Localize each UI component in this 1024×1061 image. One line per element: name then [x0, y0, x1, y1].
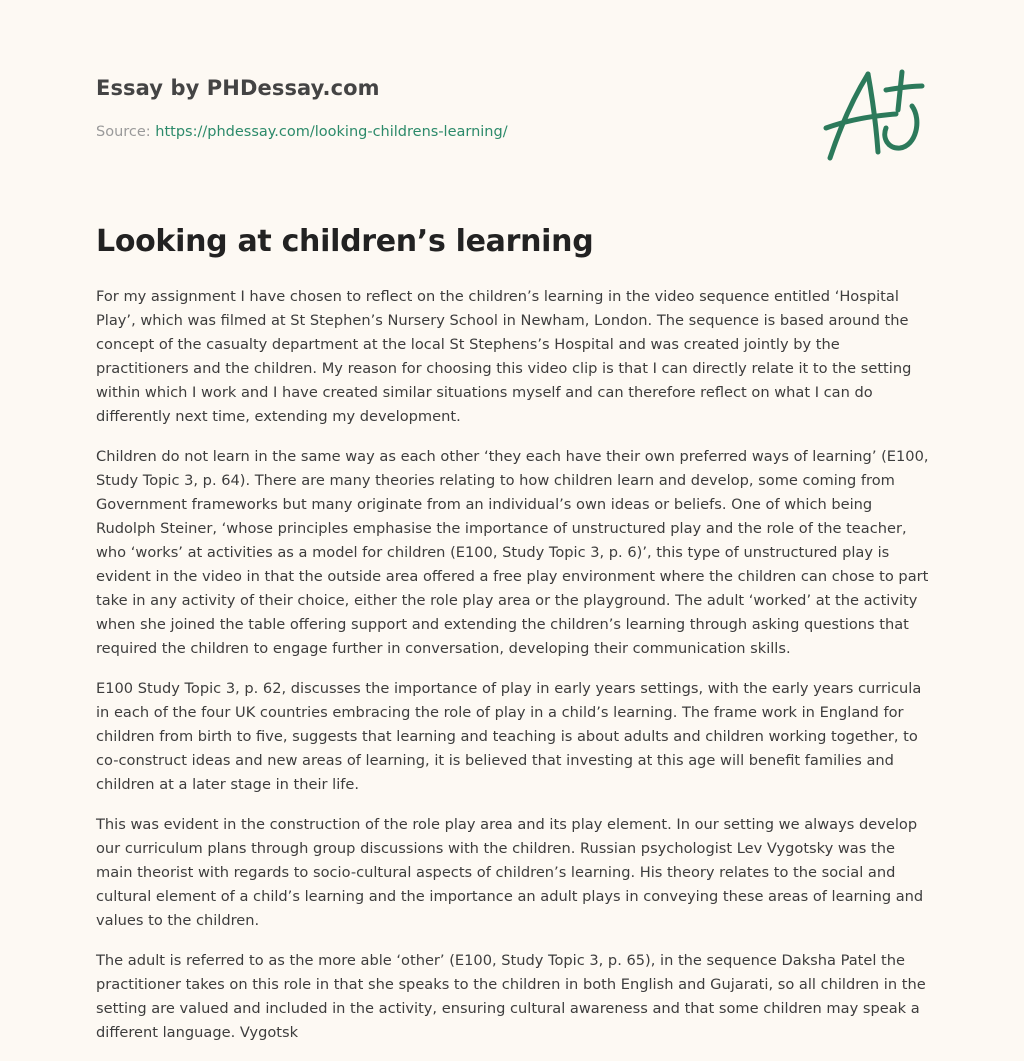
essay-paragraph: This was evident in the construction of the role play area and its play element. In our setting we always develop our curriculum plans through group discussions with the children. Russian psychologist Lev Vygotsky was the main theorist with regards to socio-cultural aspects of children’s learning. His theory relates to the social and cultural element of a child’s learning and the importance an adult plays in conveying these areas of learning and values to the children.: [96, 816, 924, 929]
essay-paragraph: Children do not learn in the same way as each other ‘they each have their own preferred ways of learning’ (E100, Study Topic 3, p. 64). There are many theories relating to how children learn and develop, some coming from Government frameworks but many originate from an individual’s own ideas or beliefs. One of which being Rudolph Steiner, ‘whose principles emphasise the importance of unstructured play and the role of the teacher, who ‘works’ at activities as a model for children (E100, Study Topic 3, p. 6)’, this type of unstructured play is evident in the video in that the outside area offered a free play environment where the children can chose to part take in any activity of their choice, either the role play area or the playground. The adult ‘worked’ at the activity when she joined the table offering support and extending the children’s learning through asking questions that required the children to engage further in conversation, developing their communication skills.: [96, 448, 929, 657]
source-link[interactable]: https://phdessay.com/looking-childrens-learning/: [155, 124, 508, 140]
essay-body: [96, 285, 936, 1061]
a-plus-logo-icon: [818, 66, 930, 166]
essay-paragraph: For my assignment I have chosen to reflect on the children’s learning in the video sequence entitled ‘Hospital Play’, which was filmed at St Stephen’s Nursery School in Newham, London. The sequence is based around the concept of the casualty department at the local St Stephens’s Hospital and was created jointly by the practitioners and the children. My reason for choosing this video clip is that I can directly relate it to the setting within which I work and I have created similar situations myself and can therefore reflect on what I can do differently next time, extending my development.: [96, 288, 912, 425]
source-label: Source:: [96, 124, 156, 140]
essay-paragraph: E100 Study Topic 3, p. 62, discusses the importance of play in early years settings, with the early years curricula in each of the four UK countries embracing the role of play in a child’s learning. The frame work in England for children from birth to five, suggests that learning and teaching is about adults and children working together, to co-construct ideas and new areas of learning, it is believed that investing at this age will benefit families and children at a later stage in their life.: [96, 680, 922, 793]
essay-paragraph: The adult is referred to as the more able ‘other’ (E100, Study Topic 3, p. 65), in the sequence Daksha Patel the practitioner takes on this role in that she speaks to the children in both English and Gujarati, so all children in the setting are valued and included in the activity, ensuring cultural awareness and that some children may speak a different language. Vygotsk: [96, 952, 926, 1041]
essay-title: Looking at children’s learning: [96, 224, 594, 259]
site-brand: Essay by PHDessay.com: [96, 76, 380, 100]
source-line: [96, 124, 508, 140]
